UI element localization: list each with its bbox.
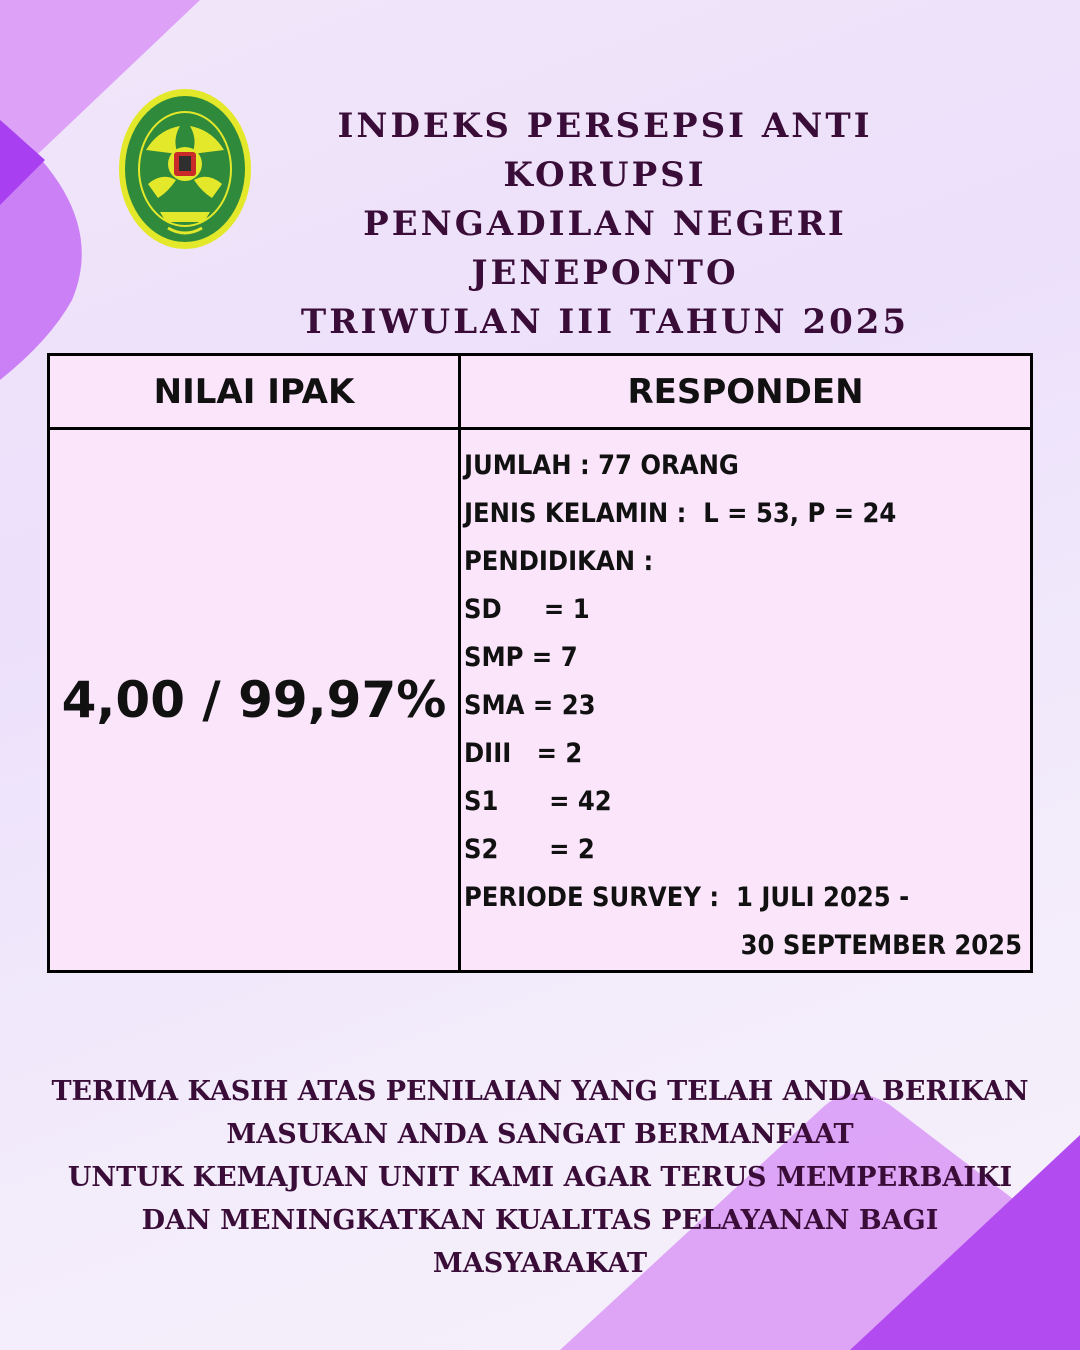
table-header-row (49, 355, 1032, 429)
footer-line-3: UNTUK KEMAJUAN UNIT KAMI AGAR TERUS MEMPERBAIKI (67, 1162, 1013, 1193)
footer-line-2: MASUKAN ANDA SANGAT BERMANFAAT (226, 1119, 854, 1150)
resp-sd: SD = 1 (464, 594, 590, 625)
resp-s2: S2 = 2 (464, 834, 595, 865)
resp-diii: DIII = 2 (464, 738, 583, 769)
thank-you-message (30, 1070, 1050, 1285)
footer-line-4: DAN MENINGKATKAN KUALITAS PELAYANAN BAGI MASYARAKAT (141, 1205, 939, 1279)
title-line-1: INDEKS PERSEPSI ANTI KORUPSI (337, 106, 873, 195)
resp-education-label: PENDIDIKAN : (464, 546, 654, 577)
footer-line-1: TERIMA KASIH ATAS PENILAIAN YANG TELAH ANDA BERIKAN (51, 1076, 1029, 1107)
ipak-score: 4,00 / 99,97% (49, 429, 460, 972)
resp-sma: SMA = 23 (464, 690, 596, 721)
respondent-details (460, 429, 1032, 972)
court-emblem-logo (118, 88, 252, 250)
title-line-3: TRIWULAN III TAHUN 2025 (300, 302, 910, 342)
resp-period-start: PERIODE SURVEY : 1 JULI 2025 - (464, 882, 910, 913)
resp-period-end: 30 SEPTEMBER 2025 (740, 930, 1022, 961)
resp-total: JUMLAH : 77 ORANG (464, 450, 739, 481)
header-responden: RESPONDEN (460, 355, 1032, 429)
page-title (260, 102, 950, 347)
header-nilai-ipak: NILAI IPAK (49, 355, 460, 429)
table-body-row (49, 429, 1032, 972)
ipak-table (47, 353, 1033, 973)
resp-s1: S1 = 42 (464, 786, 612, 817)
resp-gender: JENIS KELAMIN : L = 53, P = 24 (464, 498, 897, 529)
title-line-2: PENGADILAN NEGERI JENEPONTO (363, 204, 847, 293)
resp-smp: SMP = 7 (464, 642, 578, 673)
